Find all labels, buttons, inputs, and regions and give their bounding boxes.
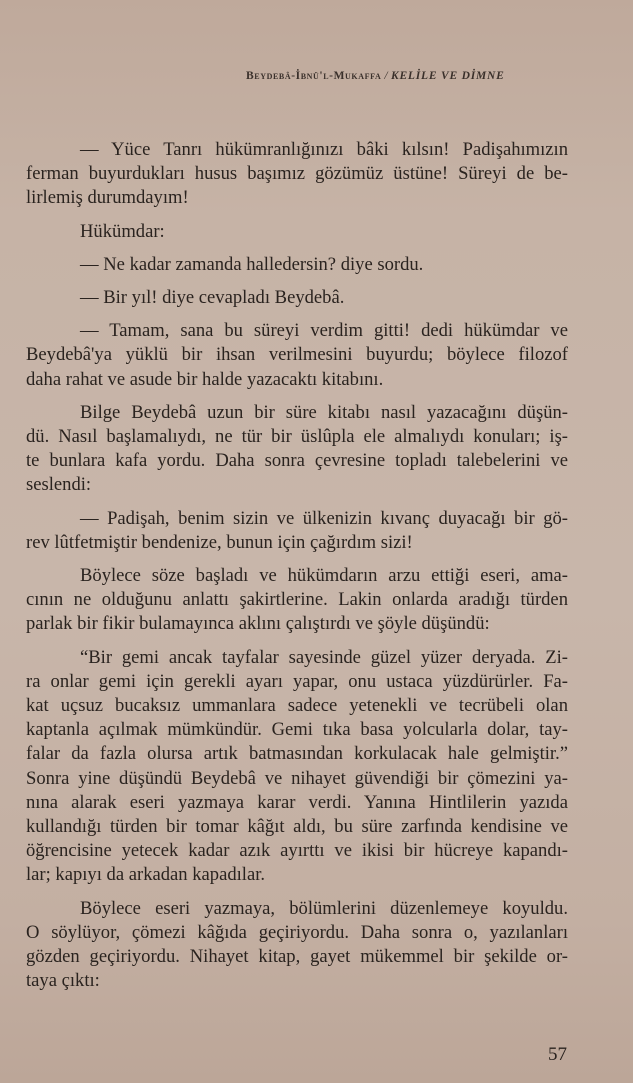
text-line: te bunlara kafa yordu. Daha sonra çevresine topladı talebelerini ve (26, 450, 568, 472)
header-author: Beydebâ-İbnü'l-Mukaffa (246, 70, 382, 82)
text-line: parlak bir fikir bulamayınca aklını çalıştırdı ve şöyle düşündü: (26, 613, 490, 635)
header-separator: / (384, 70, 388, 82)
text-line: Bilge Beydebâ uzun bir süre kitabı nasıl yazacağını düşün- (80, 401, 568, 423)
text-line: ra onlar gemi için gerekli ayarı yapar, onu ustaca yüzdürürler. Fa- (26, 670, 568, 692)
text-line: — Ne kadar zamanda halledersin? diye sordu. (80, 253, 424, 275)
text-line: gözden geçiriyordu. Nihayet kitap, gayet mükemmel bir şekilde or- (26, 946, 568, 968)
text-line: Beydebâ'ya yüklü bir ihsan verilmesini buyurdu; böylece filozof (26, 344, 568, 366)
paragraph (26, 220, 568, 244)
text-line: kat uçsuz bucaksız ummanlara sadece yetenekli ve tecrübeli olan (26, 695, 568, 717)
body-text (26, 138, 568, 1003)
paragraph (26, 253, 568, 277)
text-line: — Yüce Tanrı hükümranlığınızı bâki kılsın! Padişahımızın (80, 139, 568, 160)
paragraph (26, 507, 568, 555)
paragraph (26, 897, 568, 994)
text-line: “Bir gemi ancak tayfalar sayesinde güzel yüzer deryada. Zi- (80, 646, 568, 668)
text-line: öğrencisine yetecek kadar azık ayırttı ve ikisi bir hücreye kapandı- (26, 840, 568, 862)
text-line: — Tamam, sana bu süreyi verdim gitti! dedi hükümdar ve (80, 320, 568, 342)
text-line: falar da fazla olursa artık batmasından korkulacak hale gelmiştir.” (26, 743, 568, 765)
text-line: rev lûtfetmiştir bendenize, bunun için çağırdım sizi! (26, 531, 413, 553)
paragraph (26, 646, 568, 888)
text-line: — Padişah, benim sizin ve ülkenizin kıvanç duyacağı bir gö- (80, 507, 568, 529)
text-line: kullandığı türden bir tomar kâğıt aldı, bu süre zarfında kendisine ve (26, 816, 568, 838)
text-line: Sonra yine düşündü Beydebâ ve nihayet güvendiği bir çömezini ya- (26, 767, 568, 789)
text-line: Hükümdar: (80, 220, 165, 242)
text-line: — Bir yıl! diye cevapladı Beydebâ. (80, 287, 345, 309)
page-number: 57 (548, 1044, 567, 1065)
text-line: Böylece eseri yazmaya, bölümlerini düzenlemeye koyuldu. (80, 897, 568, 919)
text-line: lar; kapıyı da arkadan kapadılar. (26, 864, 266, 886)
text-line: dü. Nasıl başlamalıydı, ne tür bir üslûpla ele almalıydı konuları; iş- (26, 426, 568, 448)
text-line: kaptanla açılmak mümkündür. Gemi tıka basa yolcularla dolar, tay- (26, 719, 568, 741)
text-line: taya çıktı: (26, 970, 100, 992)
text-line: daha rahat ve asude bir halde yazacaktı kitabını. (26, 368, 384, 390)
text-line: cının ne olduğunu anlattı şakirtlerine. Lakin onlarda aradığı türden (26, 589, 568, 611)
paragraph (26, 138, 568, 211)
paragraph (26, 286, 568, 310)
text-line: lirlemiş durumdayım! (26, 187, 189, 209)
header-book-title: KELİLE VE DİMNE (390, 70, 505, 82)
text-line: ferman buyurdukları husus başımız gözümüz üstüne! Süreyi de be- (26, 163, 568, 185)
text-line: Böylece söze başladı ve hükümdarın arzu ettiği eseri, ama- (80, 565, 568, 587)
running-header (246, 70, 505, 82)
paragraph (26, 401, 568, 498)
paragraph (26, 319, 568, 392)
text-line: nına alarak eseri yazmaya karar verdi. Yanına Hintlilerin yazıda (26, 791, 568, 813)
text-line: O söylüyor, çömezi kâğıda geçiriyordu. Daha sonra o, yazılanları (26, 921, 568, 943)
text-line: seslendi: (26, 474, 92, 496)
paragraph (26, 564, 568, 637)
